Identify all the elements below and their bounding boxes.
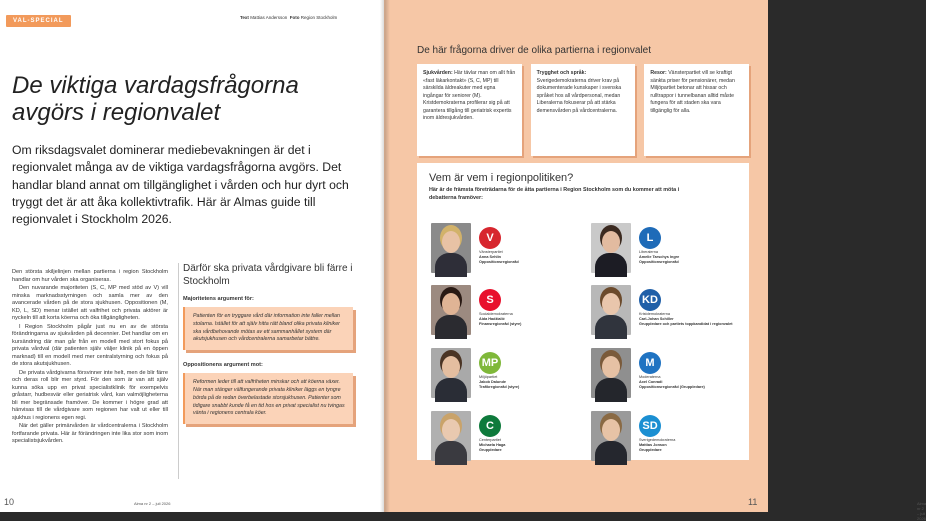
politician-info — [639, 375, 739, 391]
portrait-head — [602, 231, 620, 253]
politician-name: Anna Sehlin — [479, 255, 501, 260]
party-logo-icon: MP — [479, 352, 501, 374]
portrait-photo — [591, 348, 631, 398]
who-is-who-heading: Vem är vem i regionpolitiken? — [429, 172, 574, 184]
body-paragraph: I Region Stockholm pågår just nu en av de största förändringarna av sjukvården på decennier. Det handlar om en kursändring där man går från en modell med stort fokus på privata vårdval (där patienten själv väljer klinik på en öppen marknad) till en modell med mer centralstyrning och fokus på de stora akutsjukhusen. — [12, 323, 168, 367]
pro-argument-quote: Patienten för en tryggare vård där information inte faller mellan stolarna. Istället för att själv hitta rätt bland olika privata kliniker ska vårdbehovande mötas av ett sammanhållet system där akutsjukhusen och vårdcentralerna samarbetar bättre. — [183, 307, 353, 350]
portrait-torso — [435, 441, 467, 465]
page-number: 10 — [4, 497, 15, 507]
body-paragraph: När det gäller primärvården är vårdcentralerna i Stockholm fortfarande privata. Här är förändringen inte lika stor som inom specialistsjukvården. — [12, 423, 168, 444]
body-paragraph: De privata vårdgivarna försvinner inte helt, men de blir färre och deras roll blir mer styrd. För den som är van att själv kunna söka upp en privat specialistklinik för exempelvis gråstarr, hudbesvär eller geriatrisk vård, kan valmöjligheterna bli mer begränsade framöver. De kommer i högre grad att hänvisas till de vårdgivare som regionen har valt ut eller till sjukhus i regionens egen regi. — [12, 369, 168, 421]
section-tag: VAL-SPECIAL — [6, 15, 71, 27]
party-name: Kristdemokraterna — [639, 312, 671, 316]
politician-info — [479, 312, 579, 328]
sidebar-heading: Därför ska privata vårdgivare bli färre i Stockholm — [183, 263, 353, 287]
portrait-photo — [431, 223, 471, 273]
politician-grid — [431, 223, 741, 453]
issue-card-text: Här tävlar man om allt från «fast läkarkontakt» (S, C, MP) till särskilda äldreakuter med egna ingångar för seniorer (M). Kristdemokraterna profilerar sig på att garantera tillgång till geriatrisk expertis inom äldresjukvården. — [423, 70, 516, 121]
politician-card — [431, 348, 581, 403]
portrait-torso — [435, 253, 467, 277]
body-paragraph: Den största skiljelinjen mellan partierna i region Stockholm handlar om hur vården ska organiseras. — [12, 269, 168, 283]
politician-info — [639, 438, 739, 454]
politician-card — [591, 348, 741, 403]
party-name: Miljöpartiet — [479, 375, 498, 379]
issue-card-text: Sverigedemokraterna driver krav på dokumenterade kunskaper i svenska språket hos all vårdpersonal, medan Liberalerna fokuserar på att stärka demensvården på vårdcentralerna. — [536, 77, 622, 114]
portrait-torso — [435, 315, 467, 339]
issue-card-text: Vänsterpartiet vill se kraftigt sänkta priser för pensionärer, medan Miljöpartiet betonar att hissar och rulltrappor i tunnelbanan alltid måste fungera för att staden ska vara tillgänglig för alla. — [650, 70, 735, 114]
politician-info — [479, 250, 579, 266]
column-divider — [178, 263, 179, 479]
portrait-head — [602, 356, 620, 378]
party-logo-icon: SD — [639, 415, 661, 437]
portrait-head — [442, 293, 460, 315]
politician-name: Aida Hadžialić — [479, 317, 505, 322]
con-argument-quote: Reformen leder till att valfriheten minskar och att köerna växer. När man stänger välfungerande privata kliniker läggs en tyngre börda på de redan överbelastade storsjukhusen. Patienter som tidigare snabbt kunde få en tid hos en privat specialist nu tvingas vänta i regionens centrala köer. — [183, 373, 353, 424]
issue-card-lead: Trygghet och språk: — [536, 70, 587, 76]
issue-card-lead: Resor: — [650, 70, 667, 76]
left-page — [0, 0, 384, 512]
body-paragraph: Den nuvarande majoriteten (S, C, MP med stöd av V) vill minska marknadsstyrningen och samla mer av den avancerade vården på de stora sjukhusen. Oppositionen (M, KD, L, SD) menar istället att valfrihet och privata aktörer är nyckeln till att korta köerna och öka tillgängligheten. — [12, 285, 168, 321]
party-logo-icon: S — [479, 289, 501, 311]
body-column — [12, 269, 168, 447]
portrait-photo — [431, 285, 471, 335]
issue-card — [644, 64, 749, 156]
right-page — [384, 0, 926, 521]
politician-role: Oppositionsregionråd — [639, 260, 679, 265]
party-logo-icon: KD — [639, 289, 661, 311]
page-footer: Alma nr 2 – juli 2026 — [917, 501, 926, 521]
party-name: Liberalerna — [639, 250, 658, 254]
politician-card — [431, 411, 581, 466]
portrait-torso — [595, 253, 627, 277]
issue-card-lead: Sjukvården: — [423, 70, 453, 76]
party-logo-icon: M — [639, 352, 661, 374]
politician-name: Amelie Tarschys Ingre — [639, 255, 680, 260]
politician-name: Michaela Haga — [479, 443, 506, 448]
lead-paragraph: Om riksdagsvalet dominerar mediebevakningen är det i regionvalet många av de viktiga vardagsfrågorna avgörs. Det handlar bland annat om tillgänglighet i vården och hur dyrt och tryggt det är att åka kollektivtrafik. Här är Almas guide till regionvalet i Stockholm 2026. — [12, 143, 349, 227]
portrait-torso — [595, 315, 627, 339]
portrait-torso — [435, 378, 467, 402]
politician-role: Gruppledare — [479, 448, 502, 453]
issues-heading: De här frågorna driver de olika partierna i regionvalet — [417, 45, 652, 56]
portrait-photo — [431, 411, 471, 461]
politician-name: Jakob Dalunde — [479, 380, 507, 385]
politician-card — [591, 223, 741, 278]
photo-credit-name: Region Stockholm — [300, 15, 338, 20]
politician-role: Trafikregionråd (styre) — [479, 385, 520, 390]
portrait-photo — [591, 411, 631, 461]
portrait-photo — [591, 223, 631, 273]
who-is-who-box — [417, 163, 749, 460]
portrait-torso — [595, 441, 627, 465]
page-number: 11 — [748, 497, 758, 507]
text-credit-label: Text — [240, 15, 249, 20]
issue-cards — [417, 64, 749, 156]
pro-argument-heading: Majoritetens argument för: — [183, 296, 254, 302]
con-argument-heading: Oppositionens argument mot: — [183, 362, 263, 369]
politician-card — [431, 223, 581, 278]
party-logo-icon: C — [479, 415, 501, 437]
photo-credit-label: Foto — [289, 15, 300, 20]
portrait-head — [442, 419, 460, 441]
party-name: Centerpartiet — [479, 438, 501, 442]
politician-name: Mattias Jonson — [639, 443, 667, 448]
politician-card — [591, 411, 741, 466]
politician-info — [479, 438, 579, 454]
byline — [240, 15, 337, 20]
politician-info — [639, 250, 739, 266]
politician-info — [479, 375, 579, 391]
portrait-photo — [591, 285, 631, 335]
politician-role: Gruppledare och partiets toppkandidat i regionvalet — [639, 322, 733, 327]
party-logo-icon: L — [639, 227, 661, 249]
politician-info — [639, 312, 739, 328]
party-name: Sverigedemokraterna — [639, 438, 676, 442]
party-name: Socialdemokraterna — [479, 312, 513, 316]
portrait-head — [602, 293, 620, 315]
politician-card — [591, 285, 741, 340]
portrait-photo — [431, 348, 471, 398]
sidebar-box — [183, 263, 353, 424]
party-name: Vänsterpartiet — [479, 250, 503, 254]
portrait-torso — [595, 378, 627, 402]
portrait-head — [442, 231, 460, 253]
headline: De viktiga vardagsfrågorna avgörs i regionvalet — [12, 72, 299, 126]
portrait-head — [442, 356, 460, 378]
politician-card — [431, 285, 581, 340]
politician-role: Finansregionråd (styre) — [479, 322, 522, 327]
text-credit-name: Mattias Andersson — [250, 15, 288, 20]
page-footer: Alma nr 2 – juli 2026 — [134, 501, 171, 506]
politician-role: Oppositionsregionråd — [479, 260, 519, 265]
politician-name: Carl-Johan Schiller — [639, 317, 674, 322]
politician-name: Axel Conradi — [639, 380, 663, 385]
portrait-head — [602, 419, 620, 441]
politician-role: Gruppledare — [639, 448, 662, 453]
page-gutter — [380, 0, 390, 512]
issue-card — [417, 64, 522, 156]
party-logo-icon: V — [479, 227, 501, 249]
who-is-who-intro: Här är de främsta företrädarna för de åtta partierna i Region Stockholm som du kommer att möta i debatterna framöver: — [429, 187, 680, 201]
politician-role: Oppositionsregionråd (Gruppledare) — [639, 385, 705, 390]
issue-card — [531, 64, 636, 156]
party-name: Moderaterna — [639, 375, 661, 379]
